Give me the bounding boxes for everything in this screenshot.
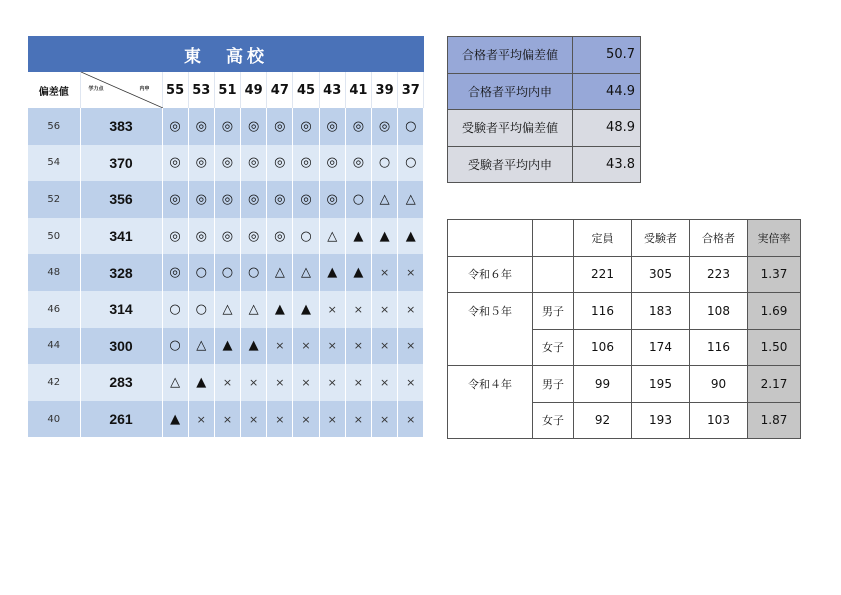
passed-cell: 116 [690, 329, 748, 366]
judgement-mark: ○ [293, 218, 319, 255]
judgement-mark: × [319, 364, 345, 401]
judgement-mark: ◎ [267, 108, 293, 145]
judgement-mark: ▲ [267, 291, 293, 328]
judgement-mark: ○ [398, 145, 424, 182]
stats-value: 44.9 [573, 73, 641, 110]
judgement-mark: × [345, 291, 371, 328]
applicants-header: 受験者 [632, 220, 690, 257]
naishin-col-header: 45 [293, 72, 319, 108]
judgement-mark: △ [241, 291, 267, 328]
judgement-mark: ◎ [319, 145, 345, 182]
year-cell: 令和５年 [448, 293, 533, 330]
capacity-header: 定員 [574, 220, 632, 257]
naishin-col-header: 37 [398, 72, 424, 108]
stats-row [448, 73, 641, 110]
judgement-mark: ◎ [188, 181, 214, 218]
judgement-mark: ◎ [214, 108, 240, 145]
judgement-mark: × [345, 401, 371, 438]
judgement-mark: × [267, 328, 293, 365]
judgement-mark: × [319, 328, 345, 365]
judgement-mark: ○ [162, 291, 188, 328]
judgement-row [28, 328, 424, 365]
judgement-mark: ○ [214, 254, 240, 291]
competition-row [448, 256, 801, 293]
deviation-value: 42 [28, 364, 80, 401]
judgement-mark: ◎ [293, 108, 319, 145]
score-value: 314 [80, 291, 162, 328]
judgement-mark: ▲ [162, 401, 188, 438]
year-cell [448, 402, 533, 439]
applicants-cell: 305 [632, 256, 690, 293]
score-value: 300 [80, 328, 162, 365]
naishin-col-header: 47 [267, 72, 293, 108]
competition-row [448, 402, 801, 439]
judgement-mark: ◎ [293, 181, 319, 218]
judgement-mark: × [398, 291, 424, 328]
deviation-value: 44 [28, 328, 80, 365]
competition-row [448, 329, 801, 366]
ratio-cell: 2.17 [748, 366, 801, 403]
judgement-mark: × [293, 328, 319, 365]
competition-row [448, 293, 801, 330]
deviation-value: 56 [28, 108, 80, 145]
stats-label: 合格者平均内申 [448, 73, 573, 110]
judgement-mark: ◎ [162, 218, 188, 255]
applicants-cell: 193 [632, 402, 690, 439]
judgement-mark: × [319, 401, 345, 438]
judgement-mark: × [267, 401, 293, 438]
judgement-mark: × [188, 401, 214, 438]
sex-cell: 男子 [533, 366, 574, 403]
sex-cell: 男子 [533, 293, 574, 330]
judgement-mark: ▲ [214, 328, 240, 365]
score-value: 328 [80, 254, 162, 291]
judgement-mark: ◎ [345, 108, 371, 145]
naishin-col-header: 43 [319, 72, 345, 108]
judgement-mark: △ [214, 291, 240, 328]
judgement-header-row [28, 72, 424, 108]
judgement-row [28, 218, 424, 255]
deviation-header: 偏差値 [28, 72, 80, 108]
judgement-mark: ○ [162, 328, 188, 365]
score-value: 383 [80, 108, 162, 145]
judgement-mark: ▲ [345, 254, 371, 291]
judgement-row [28, 401, 424, 438]
judgement-mark: ◎ [162, 254, 188, 291]
judgement-mark: △ [188, 328, 214, 365]
capacity-cell: 221 [574, 256, 632, 293]
judgement-mark: ◎ [267, 218, 293, 255]
applicants-cell: 183 [632, 293, 690, 330]
judgement-mark: × [372, 364, 398, 401]
judgement-mark: ◎ [267, 181, 293, 218]
judgement-mark: ▲ [319, 254, 345, 291]
judgement-mark: ○ [345, 181, 371, 218]
naishin-header-label: 内申 [139, 86, 150, 92]
deviation-value: 54 [28, 145, 80, 182]
deviation-value: 46 [28, 291, 80, 328]
judgement-mark: ○ [398, 108, 424, 145]
stats-row [448, 110, 641, 147]
applicants-cell: 174 [632, 329, 690, 366]
score-naishin-header [80, 72, 162, 108]
passed-cell: 103 [690, 402, 748, 439]
capacity-cell: 116 [574, 293, 632, 330]
judgement-mark: × [372, 328, 398, 365]
judgement-mark: ◎ [214, 181, 240, 218]
judgement-row [28, 108, 424, 145]
stats-label: 合格者平均偏差値 [448, 37, 573, 74]
deviation-value: 40 [28, 401, 80, 438]
score-header-label: 学力点 [88, 86, 104, 92]
judgement-mark: × [372, 401, 398, 438]
year-cell: 令和６年 [448, 256, 533, 293]
passed-cell: 108 [690, 293, 748, 330]
judgement-mark: ◎ [293, 145, 319, 182]
score-value: 370 [80, 145, 162, 182]
capacity-cell: 106 [574, 329, 632, 366]
naishin-col-header: 51 [214, 72, 240, 108]
judgement-mark: △ [267, 254, 293, 291]
school-title: 東 高校 [28, 36, 424, 72]
judgement-mark: ◎ [241, 108, 267, 145]
stats-value: 43.8 [573, 146, 641, 183]
year-cell: 令和４年 [448, 366, 533, 403]
competition-header-row [448, 220, 801, 257]
judgement-mark: × [398, 328, 424, 365]
average-stats-table [447, 36, 641, 183]
judgement-mark: × [345, 328, 371, 365]
judgement-mark: △ [319, 218, 345, 255]
passed-header: 合格者 [690, 220, 748, 257]
judgement-mark: × [345, 364, 371, 401]
score-value: 261 [80, 401, 162, 438]
naishin-col-header: 49 [241, 72, 267, 108]
judgement-mark: ◎ [267, 145, 293, 182]
capacity-cell: 92 [574, 402, 632, 439]
ratio-cell: 1.50 [748, 329, 801, 366]
stats-row [448, 146, 641, 183]
judgement-mark: × [293, 364, 319, 401]
naishin-col-header: 41 [345, 72, 371, 108]
stats-row [448, 37, 641, 74]
judgement-mark: ○ [188, 254, 214, 291]
judgement-mark: × [319, 291, 345, 328]
judgement-mark: ▲ [372, 218, 398, 255]
judgement-mark: × [398, 401, 424, 438]
judgement-row [28, 291, 424, 328]
passed-cell: 223 [690, 256, 748, 293]
judgement-mark: ◎ [241, 218, 267, 255]
score-value: 356 [80, 181, 162, 218]
judgement-mark: ◎ [188, 218, 214, 255]
judgement-mark: ◎ [241, 145, 267, 182]
naishin-col-header: 55 [162, 72, 188, 108]
score-value: 283 [80, 364, 162, 401]
judgement-chart [28, 36, 424, 437]
judgement-mark: × [241, 401, 267, 438]
year-cell [448, 329, 533, 366]
judgement-row [28, 364, 424, 401]
score-value: 341 [80, 218, 162, 255]
judgement-mark: ◎ [162, 108, 188, 145]
naishin-col-header: 53 [188, 72, 214, 108]
judgement-mark: ◎ [319, 181, 345, 218]
judgement-mark: ◎ [162, 145, 188, 182]
sex-cell: 女子 [533, 402, 574, 439]
judgement-mark: ▲ [398, 218, 424, 255]
judgement-mark: ◎ [345, 145, 371, 182]
passed-cell: 90 [690, 366, 748, 403]
stats-value: 50.7 [573, 37, 641, 74]
sex-cell: 女子 [533, 329, 574, 366]
judgement-mark: ◎ [188, 145, 214, 182]
judgement-mark: ◎ [241, 181, 267, 218]
judgement-mark: × [398, 254, 424, 291]
judgement-mark: ◎ [372, 108, 398, 145]
judgement-table [28, 72, 424, 437]
judgement-mark: ▲ [293, 291, 319, 328]
judgement-row [28, 145, 424, 182]
ratio-cell: 1.87 [748, 402, 801, 439]
judgement-mark: ○ [372, 145, 398, 182]
judgement-mark: ◎ [162, 181, 188, 218]
sex-header [533, 220, 574, 257]
judgement-mark: ◎ [188, 108, 214, 145]
judgement-mark: △ [293, 254, 319, 291]
competition-row [448, 366, 801, 403]
judgement-mark: × [267, 364, 293, 401]
judgement-mark: × [372, 254, 398, 291]
judgement-mark: ▲ [188, 364, 214, 401]
judgement-mark: △ [398, 181, 424, 218]
judgement-row [28, 181, 424, 218]
judgement-mark: × [372, 291, 398, 328]
judgement-row [28, 254, 424, 291]
judgement-mark: × [214, 364, 240, 401]
judgement-mark: × [214, 401, 240, 438]
ratio-header: 実倍率 [748, 220, 801, 257]
year-header [448, 220, 533, 257]
ratio-cell: 1.69 [748, 293, 801, 330]
capacity-cell: 99 [574, 366, 632, 403]
judgement-mark: △ [162, 364, 188, 401]
judgement-mark: ▲ [241, 328, 267, 365]
judgement-mark: × [398, 364, 424, 401]
stats-value: 48.9 [573, 110, 641, 147]
naishin-col-header: 39 [372, 72, 398, 108]
judgement-mark: ○ [188, 291, 214, 328]
stats-label: 受験者平均偏差値 [448, 110, 573, 147]
judgement-mark: ○ [241, 254, 267, 291]
judgement-mark: × [241, 364, 267, 401]
sex-cell [533, 256, 574, 293]
judgement-mark: ◎ [319, 108, 345, 145]
judgement-mark: ◎ [214, 218, 240, 255]
deviation-value: 52 [28, 181, 80, 218]
competition-table [447, 219, 801, 439]
ratio-cell: 1.37 [748, 256, 801, 293]
applicants-cell: 195 [632, 366, 690, 403]
stats-label: 受験者平均内申 [448, 146, 573, 183]
deviation-value: 50 [28, 218, 80, 255]
deviation-value: 48 [28, 254, 80, 291]
judgement-mark: △ [372, 181, 398, 218]
judgement-mark: × [293, 401, 319, 438]
judgement-mark: ▲ [345, 218, 371, 255]
judgement-mark: ◎ [214, 145, 240, 182]
